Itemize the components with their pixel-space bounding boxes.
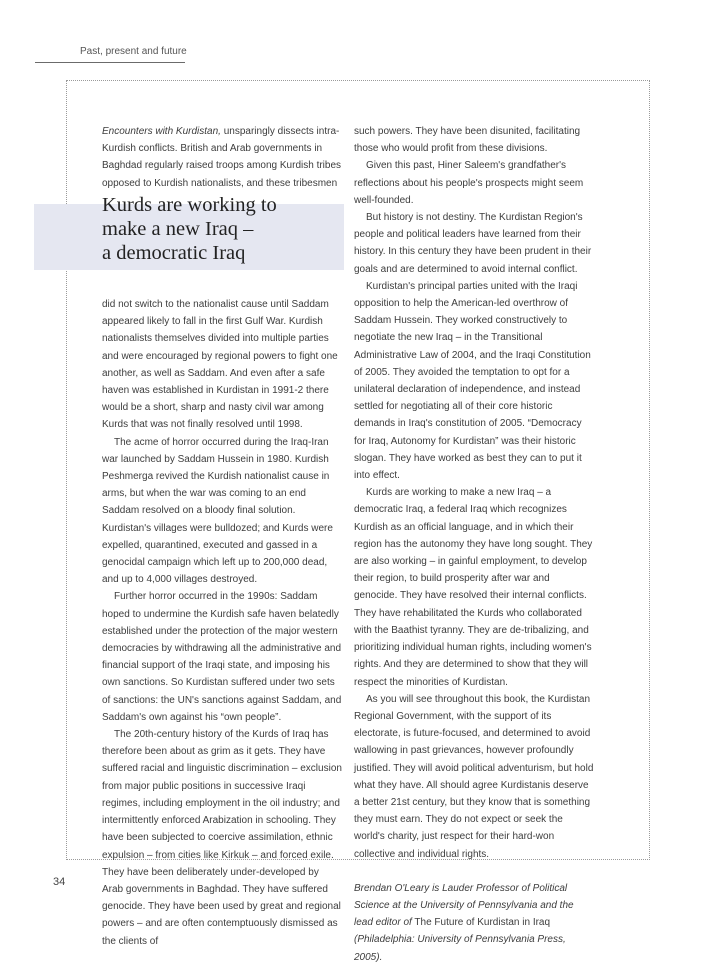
paragraph: such powers. They have been disunited, facilitating those who would profit from these divisions. — [354, 126, 581, 155]
right-column — [354, 123, 594, 966]
pull-quote — [102, 193, 342, 265]
author-bio-publisher: (Philadelphia: University of Pennsylvania Press, 2005). — [354, 934, 566, 963]
paragraph: As you will see throughout this book, the Kurdistan Regional Government, with the support of its electorate, is future-focused, and determined to avoid wallowing in past grievances, however profoundly justified. They will avoid political adventurism, but hold what they have. All should agree Kurdistanis deserve a better 21st century, but they know that is something they must earn. They do not expect or seek the world's charity, just respect for their hard-won collective and individual rights. — [354, 693, 594, 860]
pull-quote-line-1: Kurds are working to — [102, 194, 277, 216]
paragraph: The 20th-century history of the Kurds of Iraq has therefore been about as grim as it gets. They have suffered racial and linguistic discrimination – exclusion from major public positions in successive Iraqi regimes, including employment in the oil industry; and intermittently enforced Arabization in schooling. They have been subjected to coercive assimilation, ethnic expulsion – from cities like Kirkuk – and forced exile. They have been deliberately under-developed by Arab governments in Baghdad. They have suffered genocide. They have been used by great and regional powers – and are often contemptuously dismissed as the clients of — [102, 729, 342, 947]
author-bio — [354, 880, 594, 966]
paragraph: Kurds are working to make a new Iraq – a democratic Iraq, a federal Iraq which recognizes Kurdish as an official language, and in which their region has the autonomy they have long sought. They are also working – in gainful employment, to develop their region, to build prosperity after war and genocide. They have resolved their internal conflicts. They have rehabilitated the Kurds who collaborated with the Baathist tyranny. They are de-tribalizing, and prioritizing individual human rights, including women's rights. And they are determined to show that they will respect the minorities of Kurdistan. — [354, 487, 593, 688]
header-rule — [35, 62, 185, 63]
paragraph: Further horror occurred in the 1990s: Saddam hoped to undermine the Kurdish safe haven belatedly established under the protection of the major western democracies by withdrawing all the administrative and financial support of the Iraqi state, and imposing his own sanctions. So Kurdistan suffered under two sets of sanctions: the UN's sanctions against Saddam, and Saddam's own against his “own people”. — [102, 591, 342, 723]
intro-paragraph — [102, 123, 342, 192]
intro-text: unsparingly dissects intra-Kurdish conflicts. British and Arab governments in Baghdad regularly raised troops among Kurdish tribes opposed to Kurdish nationalists, and these tribesmen — [102, 126, 342, 189]
book-title-italic: Encounters with Kurdistan, — [102, 126, 221, 137]
left-column-bottom — [102, 296, 342, 950]
paragraph: But history is not destiny. The Kurdistan Region's people and political leaders have learned from their history. In this century they have been prudent in their goals and are determined to avoid internal conflict. — [354, 212, 592, 275]
paragraph: Kurdistan's principal parties united with the Iraqi opposition to help the American-led overthrow of Saddam Hussein. They worked constructively to negotiate the new Iraq – in the Transitional Administrative Law of 2004, and the Iraqi Constitution of 2005. They avoided the temptation to opt for a unilateral declaration of independence, and instead settled for negotiating all of their core historic demands in Iraq's constitution of 2005. “Democracy for Iraq, Autonomy for Kurdistan” was their historic slogan. They have worked as best they can to put it into effect. — [354, 280, 591, 482]
paragraph: The acme of horror occurred during the Iraq-Iran war launched by Saddam Hussein in 1980. Kurdish Peshmerga revived the Kurdish nationalist cause in arms, but when the war was coming to an end Saddam resolved on a bloody final solution. Kurdistan's villages were bulldozed; and Kurds were expelled, quarantined, executed and gassed in a genocidal campaign which left up to 200,000 dead, and up to 4,000 villages destroyed. — [102, 436, 333, 586]
author-bio-text: Brendan O'Leary is Lauder Professor of Political Science at the University of Pennsylvania and the lead editor of — [354, 882, 574, 929]
running-head: Past, present and future — [80, 46, 187, 57]
author-bio-book-title: The Future of Kurdistan in Iraq — [411, 917, 551, 929]
pull-quote-line-3: a democratic Iraq — [102, 242, 246, 264]
paragraph: Given this past, Hiner Saleem's grandfather's reflections about his people's prospects might seem well-founded. — [354, 160, 584, 206]
pull-quote-line-2: make a new Iraq – — [102, 218, 254, 240]
left-column-top — [102, 123, 342, 192]
paragraph: did not switch to the nationalist cause until Saddam appeared likely to fall in the first Gulf War. Kurdish nationalists themselves divided into multiple parties and were encouraged by regional powers to fight one another, as well as Saddam. And even after a safe haven was established in Kurdistan in 1991-2 there would be a short, sharp and nasty civil war among Kurds that was not finally resolved until 1998. — [102, 299, 338, 431]
page-number: 34 — [53, 876, 66, 888]
